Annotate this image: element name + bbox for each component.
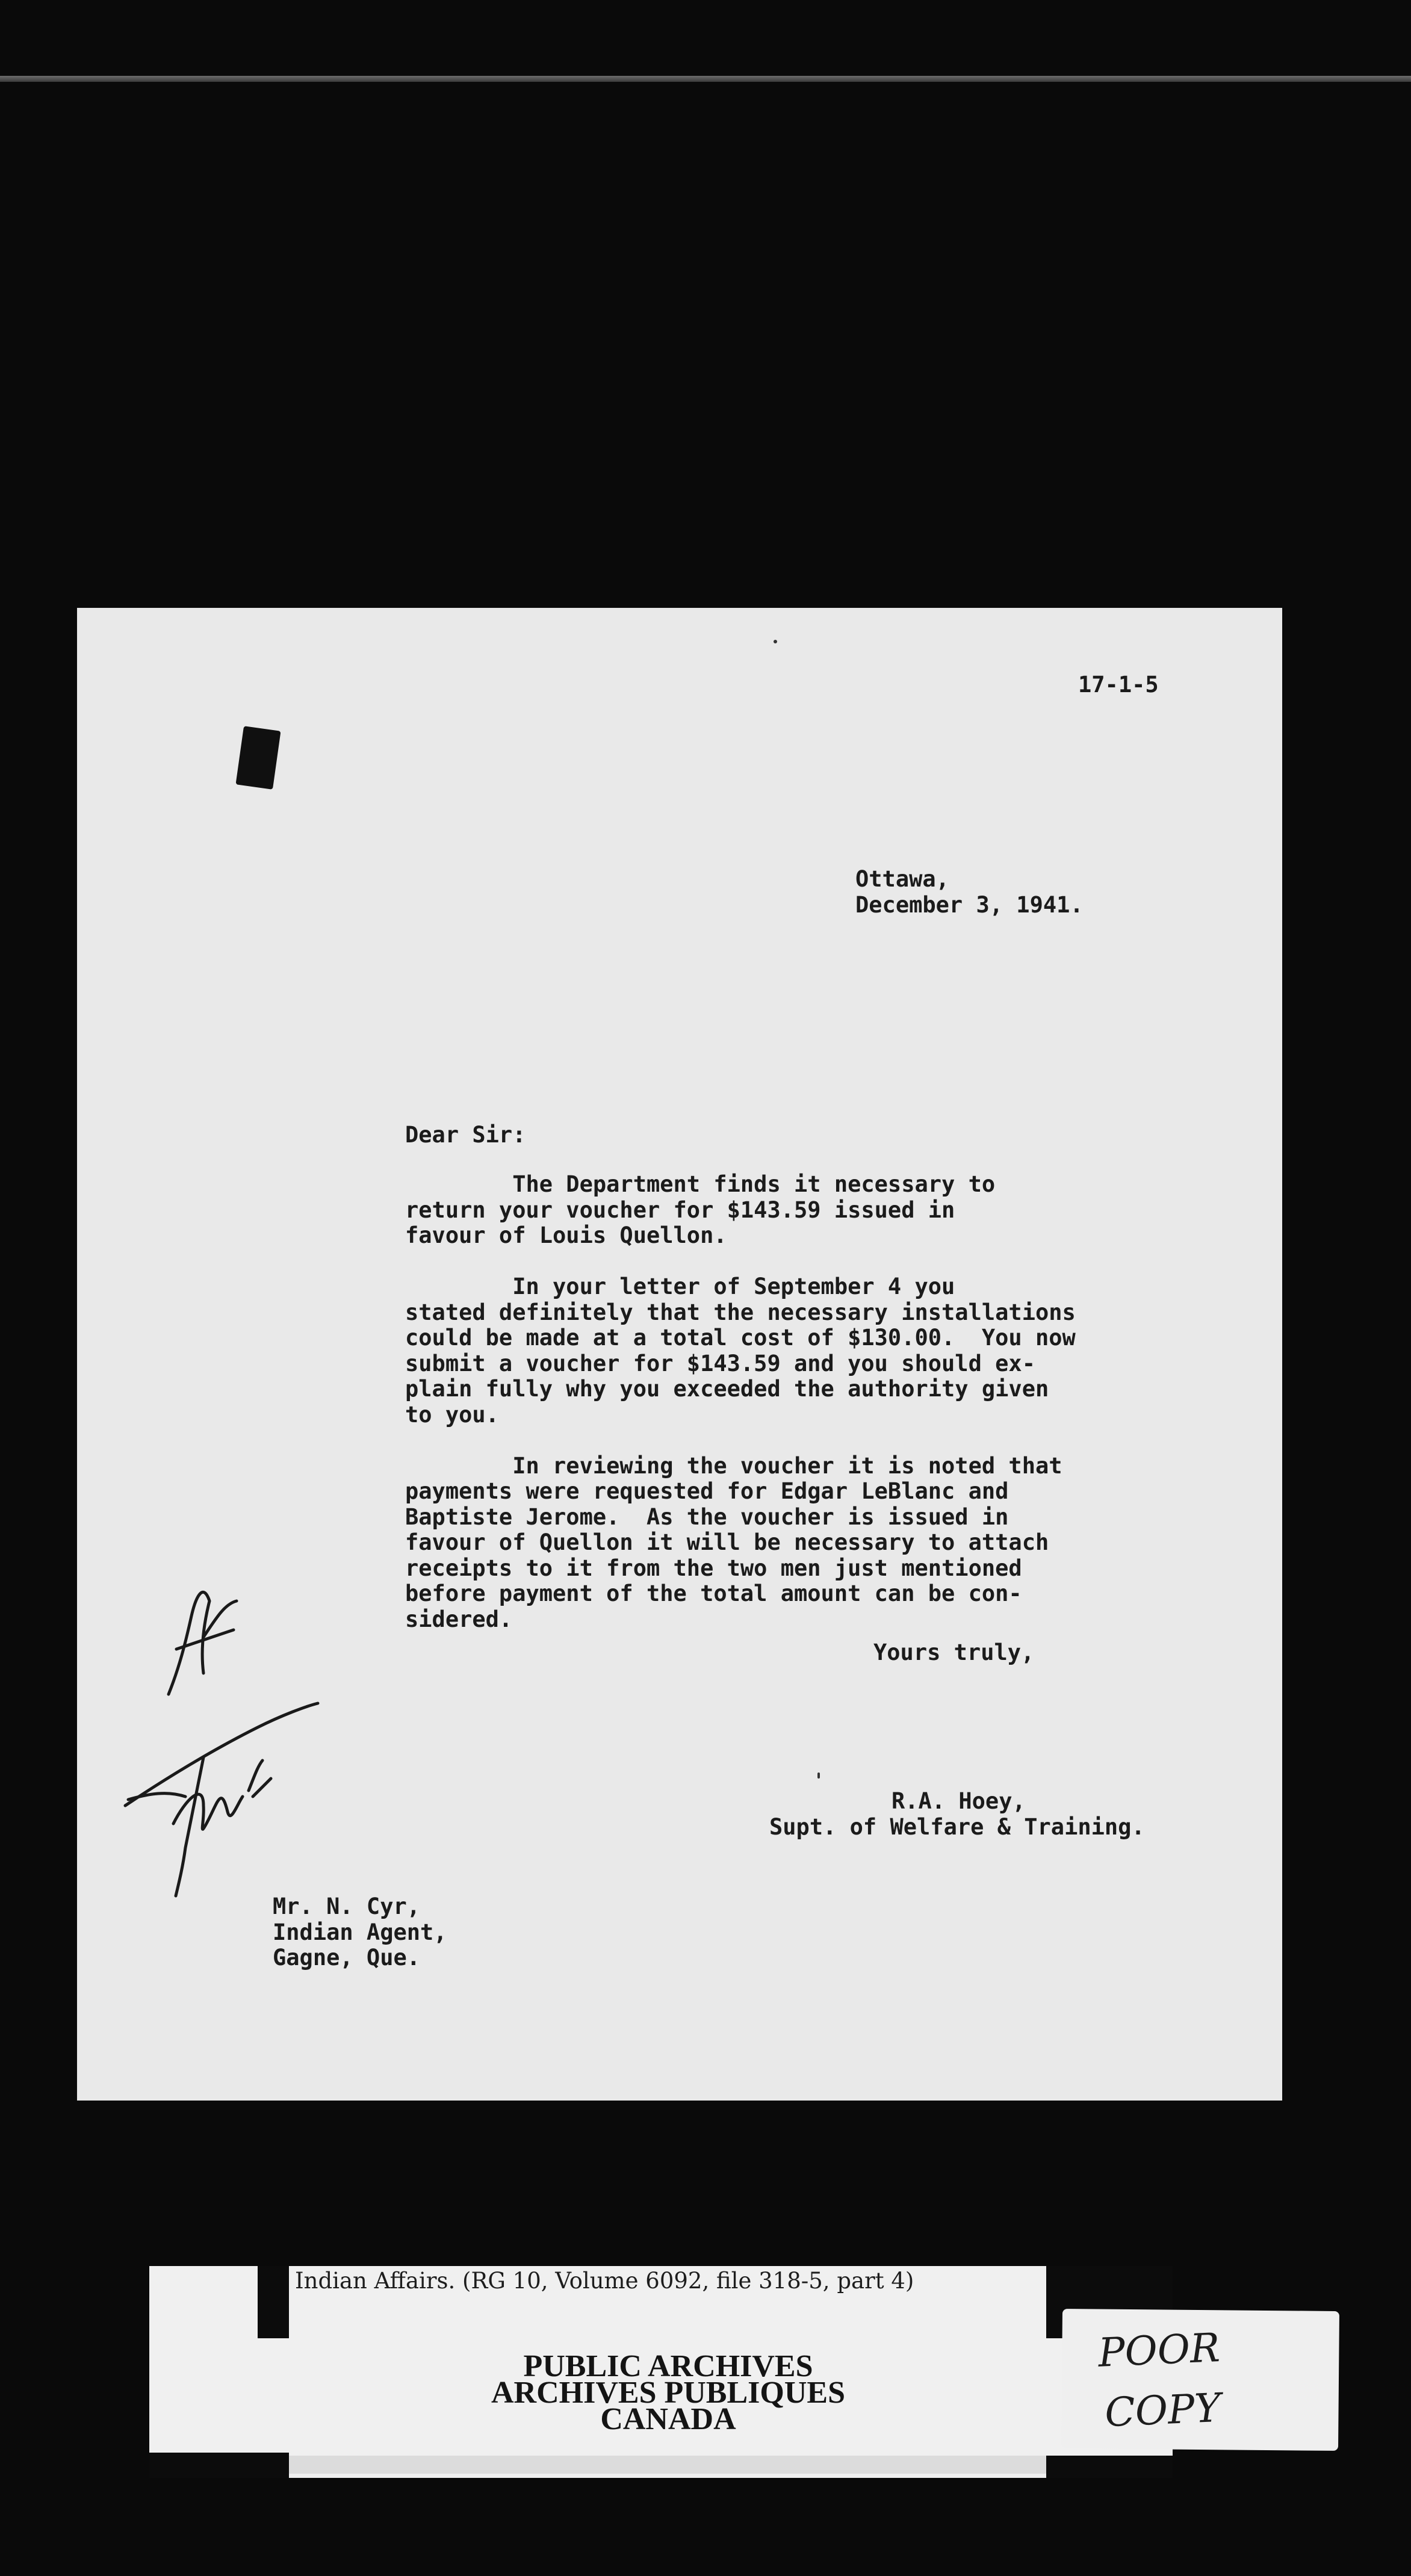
- letter-page: [77, 608, 1282, 2101]
- closing: Yours truly,: [873, 1639, 1035, 1665]
- signatory-name: R.A. Hoey,: [892, 1788, 1026, 1814]
- signatory-title: Supt. of Welfare & Training.: [769, 1814, 1145, 1840]
- salutation: Dear Sir:: [405, 1122, 526, 1148]
- file-number: 17-1-5: [1078, 672, 1159, 698]
- label-black-gap: [149, 2453, 289, 2478]
- archive-stamp-line: PUBLIC ARCHIVES: [523, 2349, 813, 2383]
- archive-stamp-line: CANADA: [600, 2402, 736, 2436]
- addressee-block: Mr. N. Cyr, Indian Agent, Gagne, Que.: [273, 1893, 447, 1971]
- poor-copy-line-1: POOR: [1097, 2324, 1221, 2376]
- letter-place: Ottawa,: [855, 866, 949, 892]
- archive-reference: Indian Affairs. (RG 10, Volume 6092, file 318-5, part 4): [295, 2268, 914, 2294]
- letter-date: December 3, 1941.: [855, 892, 1084, 918]
- stray-ink-dot: [774, 640, 777, 643]
- poor-copy-handwriting: [1061, 2309, 1339, 2451]
- poor-copy-note: [1061, 2309, 1339, 2451]
- label-black-gap: [258, 2266, 289, 2338]
- archive-stamp-line: ARCHIVES PUBLIQUES: [491, 2376, 846, 2410]
- poor-copy-line-2: COPY: [1103, 2384, 1222, 2436]
- punch-tab-mark: [235, 726, 281, 790]
- stray-ink-dot: [817, 1773, 820, 1779]
- scan-edge-line: [0, 76, 1411, 82]
- label-bottom-strip: [289, 2456, 1046, 2474]
- label-black-gap: [1046, 2456, 1173, 2478]
- archive-stamp: [385, 2349, 951, 2436]
- letter-body: The Department finds it necessary to return your voucher for $143.59 issued in favour of Louis Quellon. In your letter of September 4 you stated definitely that the necessary installations could be made at a total cost of $130.00. You now submit a voucher for $143.59 and you should ex- plain fully why you exceeded the authority given to you. In reviewing the voucher it is noted that payments were requested for Edgar LeBlanc and Baptiste Jerome. As the voucher is issued in favour of Quellon it will be necessary to attach receipts to it from the two men just mentioned before payment of the total amount can be con- sidered.: [405, 1171, 1076, 1632]
- handwritten-initials-signature: [113, 1559, 366, 1908]
